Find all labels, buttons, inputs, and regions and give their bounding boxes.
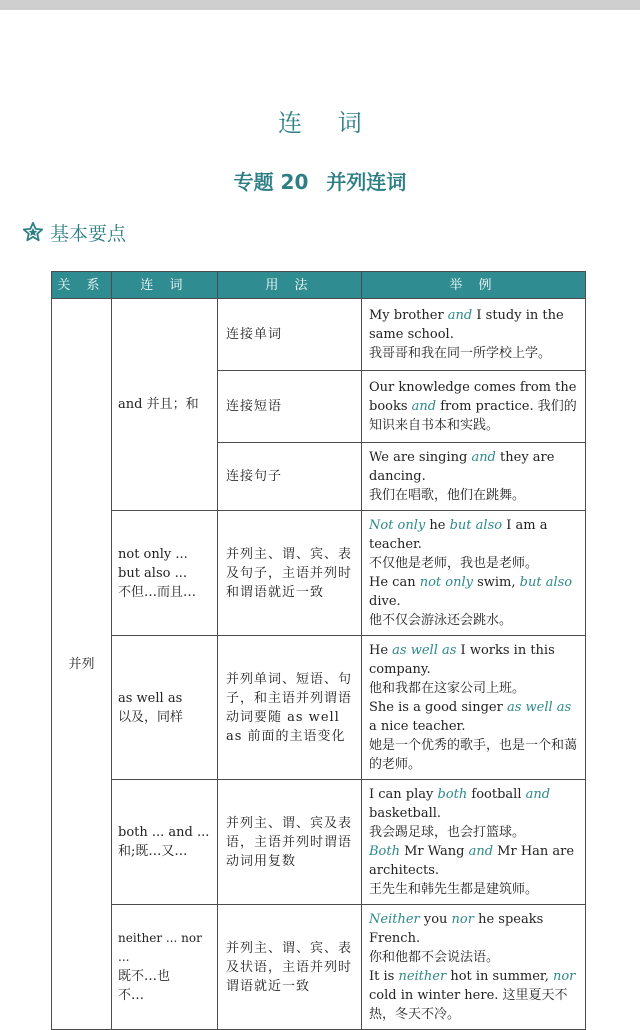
example-text: he — [425, 518, 450, 533]
header-example: 举 例 — [362, 272, 586, 299]
example-text: Our knowledge comes from the books — [369, 380, 577, 414]
conjunction-highlight: Not only — [369, 518, 426, 533]
example-translation: 我会踢足球，也会打篮球。 — [369, 825, 526, 840]
example-text: My brother — [369, 308, 448, 323]
example-translation: 他不仅会游泳还会跳水。 — [369, 613, 513, 628]
conjunction-highlight: Neither — [369, 912, 420, 927]
conj-cell-neither-nor — [112, 905, 218, 1030]
conjunction-highlight: but also — [449, 518, 503, 533]
usage-cell: 并列单词、短语、句子，和主语并列谓语动词要随 as well as 前面的主语变化 — [218, 636, 362, 780]
example-text: I can play — [369, 787, 438, 802]
example-text: hot in summer, — [446, 969, 553, 984]
header-conjunction: 连 词 — [112, 272, 218, 299]
example-translation: 不仅他是老师，我也是老师。 — [369, 556, 539, 571]
conj-cn: 和;既…又… — [118, 844, 188, 859]
example-text: swim, — [472, 575, 520, 590]
header-usage: 用 法 — [218, 272, 362, 299]
example-text: they are dancing. — [369, 450, 555, 484]
conjunction-highlight: and — [447, 308, 473, 323]
example-text: I works in this company. — [369, 643, 555, 677]
example-text: Mr Wang — [399, 844, 469, 859]
usage-cell: 并列主、谓、宾、表及状语，主语并列时谓语就近一致 — [218, 905, 362, 1030]
example-cell — [362, 905, 586, 1030]
example-translation: 她是一个优秀的歌手，也是一个和蔼的老师。 — [369, 738, 578, 772]
example-cell — [362, 511, 586, 636]
example-translation: 我哥哥和我在同一所学校上学。 — [369, 346, 552, 361]
example-text: It is — [369, 969, 399, 984]
conjunction-highlight: and — [411, 399, 437, 414]
table-row — [52, 636, 586, 780]
example-text: basketball. — [369, 806, 442, 821]
star-icon — [22, 221, 44, 243]
conjunction-highlight: nor — [552, 969, 576, 984]
conj-en: both ... and ... — [118, 825, 210, 840]
table-row — [52, 780, 586, 905]
topic-name: 并列连词 — [326, 170, 407, 194]
example-translation: 他和我都在这家公司上班。 — [369, 681, 526, 696]
conj-en-2: but also ... — [118, 565, 187, 581]
header-relation: 关 系 — [52, 272, 112, 299]
conjunction-highlight: as well as — [506, 700, 572, 715]
conjunction-highlight: both — [437, 787, 468, 802]
example-text: He — [369, 643, 393, 658]
section-heading — [22, 219, 126, 246]
example-cell — [362, 371, 586, 443]
example-text: a nice teacher. — [369, 719, 466, 734]
conj-en: as well as — [118, 690, 183, 706]
conj-cn: 以及，同样 — [118, 709, 184, 725]
usage-cell: 连接句子 — [218, 443, 362, 511]
example-text: he speaks French. — [369, 912, 544, 946]
example-text: Mr Han are architects. — [369, 844, 575, 878]
example-cell — [362, 780, 586, 905]
usage-cell: 并列主、谓、宾、表及句子，主语并列时和谓语就近一致 — [218, 511, 362, 636]
conj-cn: 既不…也 — [118, 969, 171, 984]
conjunction-highlight: and — [525, 787, 551, 802]
conj-en: neither ... nor ... — [118, 931, 202, 964]
usage-cell: 连接短语 — [218, 371, 362, 443]
conj-cell-and: and 并且；和 — [112, 299, 218, 511]
example-text: She is a good singer — [369, 700, 507, 715]
example-text: from practice. — [436, 399, 538, 414]
example-text: We are singing — [369, 450, 472, 465]
conjunction-highlight: not only — [419, 575, 473, 590]
example-cell — [362, 299, 586, 371]
usage-cell: 连接单词 — [218, 299, 362, 371]
conj-cell-as-well-as — [112, 636, 218, 780]
section-label: 基本要点 — [50, 223, 127, 245]
topic-subtitle — [0, 166, 640, 195]
conjunction-table — [51, 271, 586, 1030]
example-text: you — [419, 912, 452, 927]
conj-cn: 不但…而且… — [118, 584, 197, 600]
table-header-row — [52, 272, 586, 299]
conjunction-highlight: but also — [519, 575, 573, 590]
conj-cell-not-only — [112, 511, 218, 636]
relation-cell: 并列 — [52, 299, 112, 1030]
conj-cn: 不… — [118, 988, 145, 1003]
example-translation: 我们的知识来自书本和实践。 — [369, 399, 577, 433]
example-text: I am a teacher. — [369, 518, 548, 552]
example-text: football — [467, 787, 526, 802]
example-text: dive. — [369, 594, 401, 609]
page-title: 连 词 — [278, 109, 376, 137]
top-border — [0, 0, 640, 10]
example-translation: 这里夏天不热，冬天不冷。 — [369, 988, 568, 1022]
conjunction-highlight: neither — [398, 969, 447, 984]
conjunction-highlight: and — [471, 450, 496, 465]
example-translation: 我们在唱歌，他们在跳舞。 — [369, 488, 526, 503]
table-row — [52, 511, 586, 636]
conj-cell-both-and — [112, 780, 218, 905]
example-text: He can — [369, 575, 420, 590]
example-text: I study in the same school. — [369, 308, 564, 342]
example-text: cold in winter here. — [369, 988, 503, 1003]
example-translation: 你和他都不会说法语。 — [369, 950, 500, 965]
table-row — [52, 905, 586, 1030]
topic-number: 专题 20 — [233, 170, 309, 194]
example-cell — [362, 443, 586, 511]
example-translation: 王先生和韩先生都是建筑师。 — [369, 882, 539, 897]
example-cell — [362, 636, 586, 780]
conjunction-highlight: Both — [369, 844, 400, 859]
conjunction-highlight: as well as — [392, 643, 457, 658]
conjunction-highlight: and — [468, 844, 494, 859]
conjunction-highlight: nor — [451, 912, 474, 927]
usage-cell: 并列主、谓、宾及表语，主语并列时谓语动词用复数 — [218, 780, 362, 905]
conj-en-1: not only ... — [118, 546, 188, 562]
table-row — [52, 299, 586, 371]
